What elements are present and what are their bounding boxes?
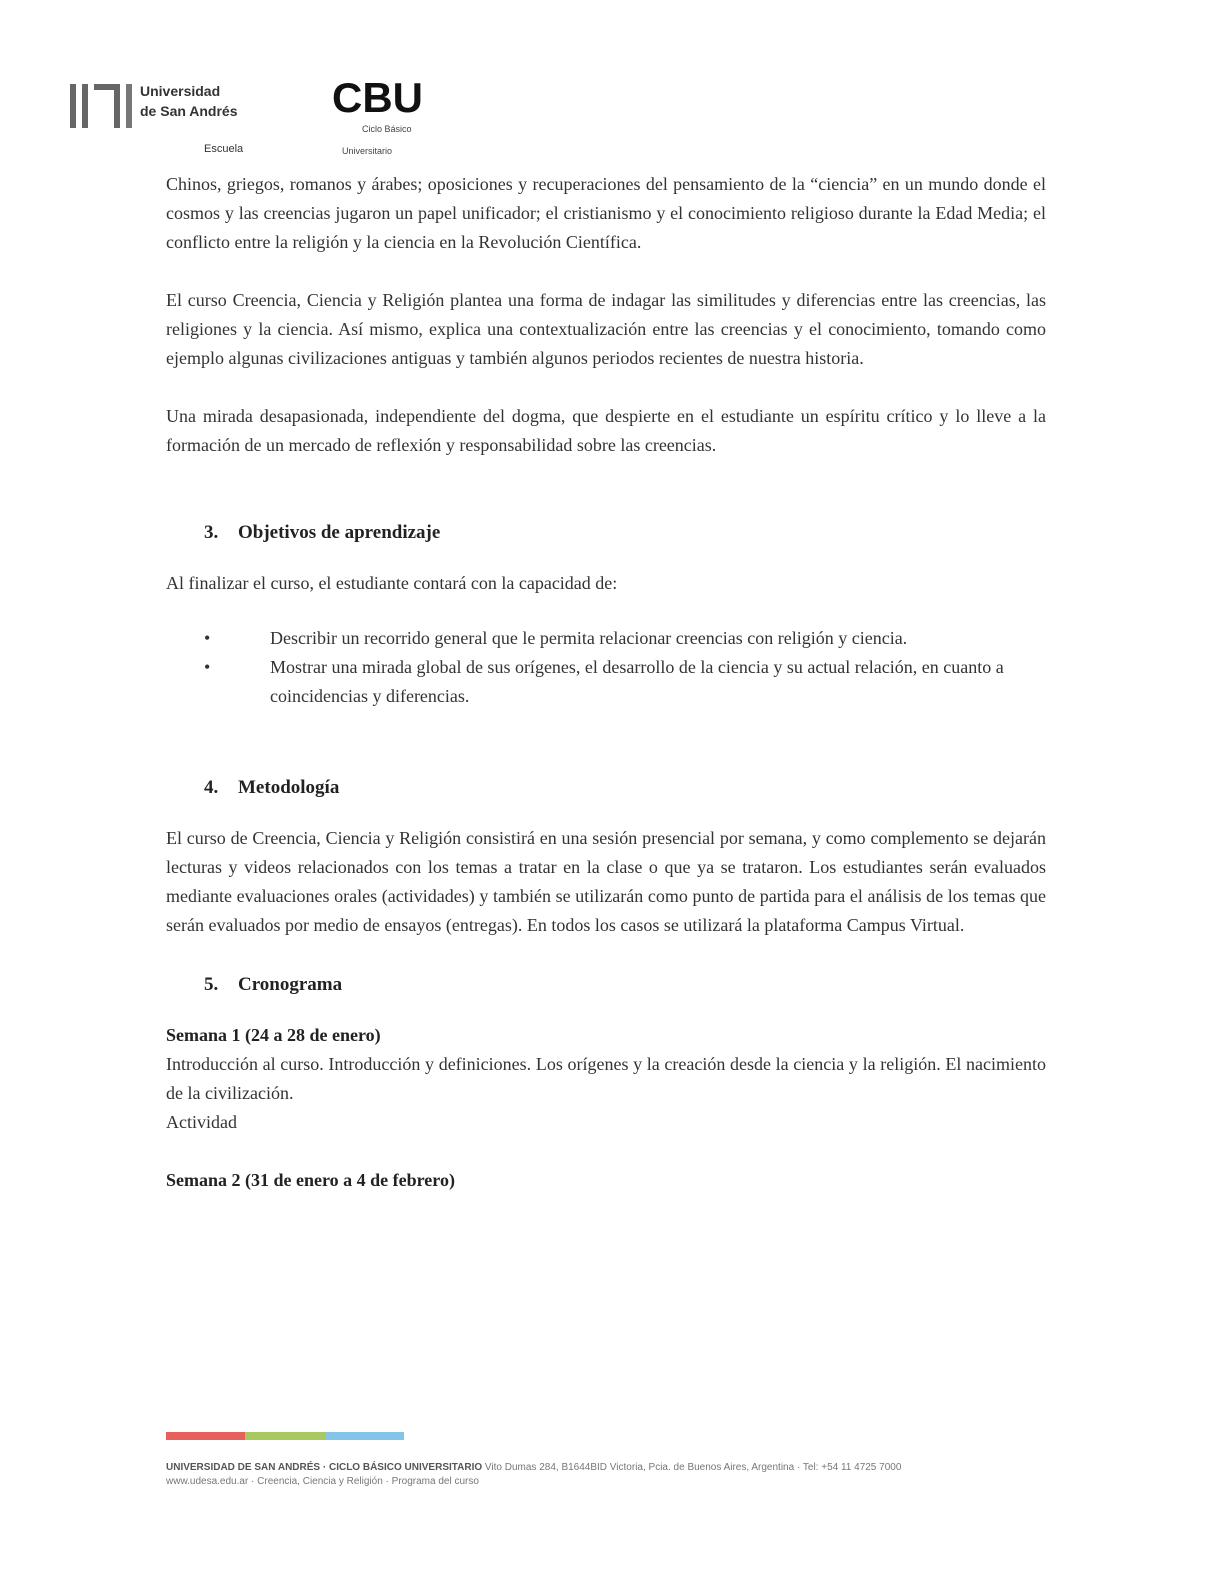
document-body	[166, 170, 1046, 1195]
footer-color-bar	[166, 1432, 404, 1440]
header-logos	[70, 74, 440, 164]
objectives-list	[166, 624, 1046, 711]
intro-paragraph: Chinos, griegos, romanos y árabes; oposiciones y recuperaciones del pensamiento de la “ciencia” en un mundo donde el cosmos y las creencias jugaron un papel unificador; el cristianismo y el conocimiento religioso durante la Edad Media; el conflicto entre la religión y la ciencia en la Revolución Científica.	[166, 174, 1046, 252]
week-note: Actividad	[166, 1112, 237, 1132]
intro-paragraph: El curso Creencia, Ciencia y Religión plantea una forma de indagar las similitudes y diferencias entre las creencias, las religiones y la ciencia. Así mismo, explica una contextualización entre las creencias y el conocimiento, tomando como ejemplo algunas civilizaciones antiguas y también algunos periodos recientes de nuestra historia.	[166, 290, 1046, 368]
cbu-logo	[332, 74, 432, 160]
week-title: Semana 2 (31 de enero a 4 de febrero)	[166, 1170, 455, 1190]
bullet-icon: •	[204, 628, 211, 648]
svg-text:Universidad: Universidad	[140, 83, 221, 99]
svg-text:de San Andrés: de San Andrés	[140, 103, 238, 119]
svg-text:CBU: CBU	[332, 74, 423, 121]
week-body: Introducción al curso. Introducción y definiciones. Los orígenes y la creación desde la ciencia y la religión. El nacimiento de la civilización.	[166, 1054, 1046, 1103]
footer-bar-blue	[325, 1432, 404, 1440]
footer-bar-green	[245, 1432, 324, 1440]
svg-text:Escuela: Escuela	[204, 143, 244, 155]
udesa-logo	[70, 74, 270, 160]
objectives-lead: Al finalizar el curso, el estudiante contará con la capacidad de:	[166, 573, 618, 593]
methodology-paragraph: El curso de Creencia, Ciencia y Religión consistirá en una sesión presencial por semana, y como complemento se dejarán lecturas y videos relacionados con los temas a tratar en la clase o que ya se trataron. Los estudiantes serán evaluados mediante evaluaciones orales (actividades) y también se utilizarán como punto de partida para el análisis de los temas que serán evaluados por medio de ensayos (entregas). En todos los casos se utilizará la plataforma Campus Virtual.	[166, 828, 1046, 935]
svg-text:Universitario: Universitario	[342, 146, 393, 156]
list-item: • Describir un recorrido general que le permita relacionar creencias con religión y ciencia.	[166, 624, 1046, 653]
svg-text:Ciclo Básico: Ciclo Básico	[362, 124, 412, 134]
footer-bar-red	[166, 1432, 245, 1440]
section-heading-methodology: 4. Metodología	[204, 777, 340, 798]
section-heading-objectives: 3. Objetivos de aprendizaje	[204, 522, 441, 543]
bullet-icon: •	[204, 657, 211, 677]
intro-paragraph: Una mirada desapasionada, independiente del dogma, que despierte en el estudiante un espíritu crítico y lo lleve a la formación de un mercado de reflexión y responsabilidad sobre las creencias.	[166, 406, 1046, 455]
section-heading-schedule: 5. Cronograma	[204, 974, 343, 995]
list-item: • Mostrar una mirada global de sus orígenes, el desarrollo de la ciencia y su actual relación, en cuanto a coincidencias y diferencias.	[166, 653, 1046, 711]
footer-text: UNIVERSIDAD DE SAN ANDRÉS · CICLO BÁSICO UNIVERSITARIO Vito Dumas 284, B1644BID Victoria, Pcia. de Buenos Aires, Argentina · Tel: +54 11 4725 7000 www.udesa.edu.ar · Creencia, Ciencia y Religión · Programa del curso	[166, 1462, 902, 1487]
week-title: Semana 1 (24 a 28 de enero)	[166, 1025, 381, 1045]
